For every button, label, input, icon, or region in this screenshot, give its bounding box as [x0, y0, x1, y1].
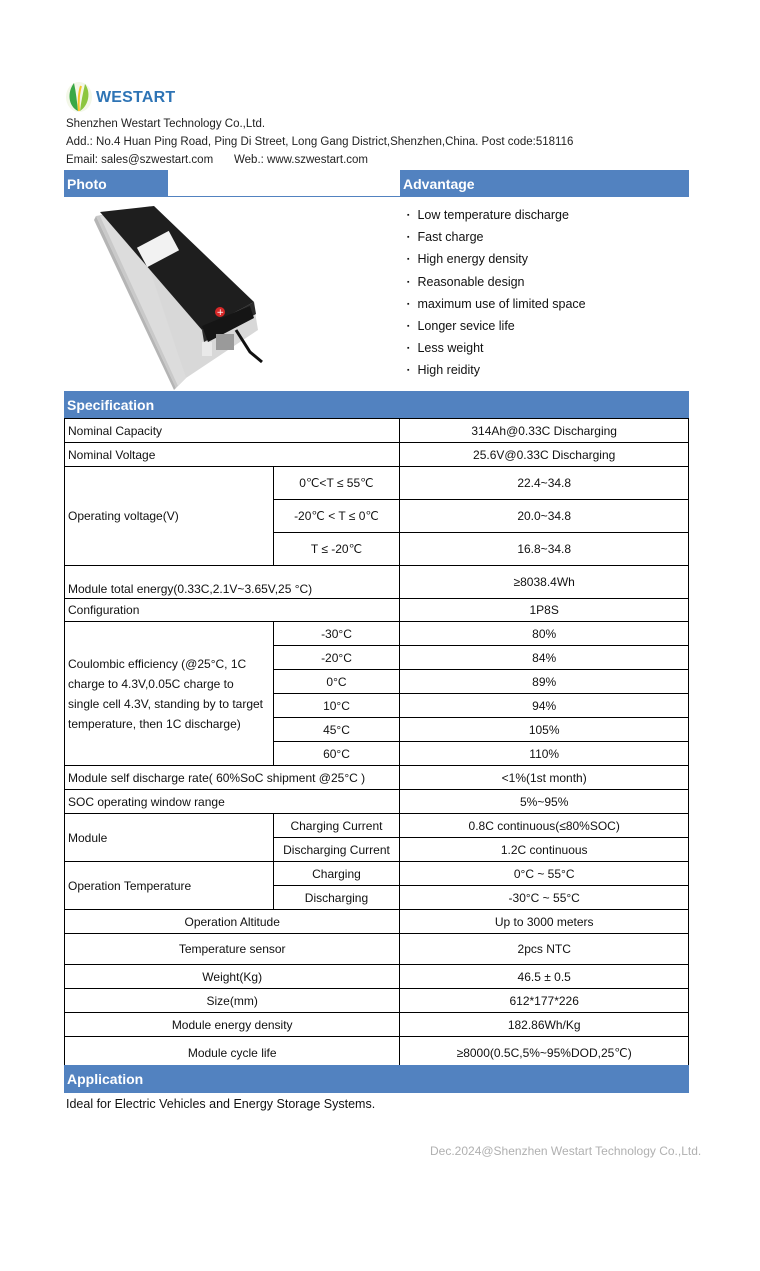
- spec-condition: 0℃<T ≤ 55℃: [273, 467, 400, 500]
- table-row: [65, 766, 689, 790]
- advantage-item: ▪ maximum use of limited space: [407, 293, 586, 315]
- advantage-header-label: Advantage: [403, 176, 475, 192]
- spec-label: Coulombic efficiency (@25°C, 1C charge to 4.3V,0.05C charge to single cell 4.3V, standing by to target temperature, then 1C discharge): [65, 622, 274, 766]
- spec-value: 182.86Wh/Kg: [400, 1013, 689, 1037]
- spec-label: SOC operating window range: [65, 790, 400, 814]
- spec-label: Nominal Capacity: [65, 419, 400, 443]
- spec-condition: Charging: [273, 862, 400, 886]
- advantage-item: ▪ Reasonable design: [407, 271, 586, 293]
- spec-label: Configuration: [65, 599, 400, 622]
- specification-table: [64, 418, 689, 1069]
- application-header: [64, 1065, 689, 1093]
- advantage-item: ▪ High reidity: [407, 359, 586, 381]
- spec-value: -30°C ~ 55°C: [400, 886, 689, 910]
- company-web: Web.: www.szwestart.com: [234, 154, 368, 166]
- table-row: [65, 467, 689, 500]
- battery-module-photo: [90, 202, 265, 392]
- spec-value: 0°C ~ 55°C: [400, 862, 689, 886]
- table-row: [65, 599, 689, 622]
- spec-condition: 0°C: [273, 670, 400, 694]
- spec-label: Operating voltage(V): [65, 467, 274, 566]
- svg-text:+: +: [216, 308, 225, 318]
- photo-header-spacer: [168, 170, 400, 197]
- photo-header-label: Photo: [67, 176, 107, 192]
- table-row: [65, 910, 689, 934]
- spec-label: Module energy density: [65, 1013, 400, 1037]
- spec-value: ≥8000(0.5C,5%~95%DOD,25℃): [400, 1037, 689, 1069]
- advantage-item: ▪ Fast charge: [407, 226, 586, 248]
- spec-value: 314Ah@0.33C Discharging: [400, 419, 689, 443]
- company-name: Shenzhen Westart Technology Co.,Ltd.: [66, 118, 266, 130]
- spec-label: Module: [65, 814, 274, 862]
- table-row: [65, 1013, 689, 1037]
- advantage-list: [407, 204, 586, 382]
- table-row: [65, 1037, 689, 1069]
- table-row: [65, 965, 689, 989]
- application-header-label: Application: [67, 1071, 144, 1087]
- specification-header-label: Specification: [67, 397, 155, 413]
- spec-label: Nominal Voltage: [65, 443, 400, 467]
- advantage-item: ▪ High energy density: [407, 248, 586, 270]
- spec-value: 2pcs NTC: [400, 934, 689, 965]
- company-logo: [64, 80, 184, 116]
- spec-value: 16.8~34.8: [400, 533, 689, 566]
- spec-value: 1P8S: [400, 599, 689, 622]
- photo-header: [64, 170, 168, 197]
- spec-condition: 60°C: [273, 742, 400, 766]
- specification-header: [64, 391, 689, 418]
- spec-condition: Discharging: [273, 886, 400, 910]
- advantage-header: [400, 170, 689, 197]
- spec-value: 25.6V@0.33C Discharging: [400, 443, 689, 467]
- spec-label: Temperature sensor: [65, 934, 400, 965]
- spec-label: Module cycle life: [65, 1037, 400, 1069]
- table-row: [65, 862, 689, 886]
- spec-condition: -20°C: [273, 646, 400, 670]
- spec-condition: 10°C: [273, 694, 400, 718]
- table-row: [65, 934, 689, 965]
- table-row: [65, 790, 689, 814]
- spec-label: Module total energy(0.33C,2.1V~3.65V,25 °C): [65, 566, 400, 599]
- spec-value: 20.0~34.8: [400, 500, 689, 533]
- company-address: Add.: No.4 Huan Ping Road, Ping Di Street, Long Gang District,Shenzhen,China. Post code:518116: [66, 136, 574, 148]
- spec-label: Module self discharge rate( 60%SoC shipment @25°C ): [65, 766, 400, 790]
- advantage-item: ▪ Low temperature discharge: [407, 204, 586, 226]
- table-row: [65, 419, 689, 443]
- spec-label: Operation Temperature: [65, 862, 274, 910]
- company-email: Email: sales@szwestart.com: [66, 154, 214, 166]
- spec-value: 80%: [400, 622, 689, 646]
- spec-label: Operation Altitude: [65, 910, 400, 934]
- spec-condition: T ≤ -20℃: [273, 533, 400, 566]
- application-text: Ideal for Electric Vehicles and Energy Storage Systems.: [66, 1097, 376, 1111]
- spec-value: 5%~95%: [400, 790, 689, 814]
- spec-value: 89%: [400, 670, 689, 694]
- table-row: [65, 814, 689, 838]
- spec-condition: Charging Current: [273, 814, 400, 838]
- spec-label: Size(mm): [65, 989, 400, 1013]
- spec-value: 46.5 ± 0.5: [400, 965, 689, 989]
- spec-value: <1%(1st month): [400, 766, 689, 790]
- spec-value: 0.8C continuous(≤80%SOC): [400, 814, 689, 838]
- spec-condition: 45°C: [273, 718, 400, 742]
- table-row: [65, 566, 689, 599]
- spec-value: 612*177*226: [400, 989, 689, 1013]
- spec-label: Weight(Kg): [65, 965, 400, 989]
- spec-condition: Discharging Current: [273, 838, 400, 862]
- spec-value: ≥8038.4Wh: [400, 566, 689, 599]
- table-row: [65, 989, 689, 1013]
- spec-value: 84%: [400, 646, 689, 670]
- spec-value: 1.2C continuous: [400, 838, 689, 862]
- spec-condition: -20℃ < T ≤ 0℃: [273, 500, 400, 533]
- spec-condition: -30°C: [273, 622, 400, 646]
- advantage-item: ▪ Longer sevice life: [407, 315, 586, 337]
- table-row: [65, 622, 689, 646]
- footer-text: Dec.2024@Shenzhen Westart Technology Co.,Ltd.: [430, 1144, 702, 1158]
- logo-text: WESTART: [96, 89, 176, 106]
- spec-value: 22.4~34.8: [400, 467, 689, 500]
- spec-value: 110%: [400, 742, 689, 766]
- leaf-logo-icon: [64, 80, 94, 114]
- spec-value: 94%: [400, 694, 689, 718]
- table-row: [65, 443, 689, 467]
- spec-value: Up to 3000 meters: [400, 910, 689, 934]
- spec-value: 105%: [400, 718, 689, 742]
- advantage-item: ▪ Less weight: [407, 337, 586, 359]
